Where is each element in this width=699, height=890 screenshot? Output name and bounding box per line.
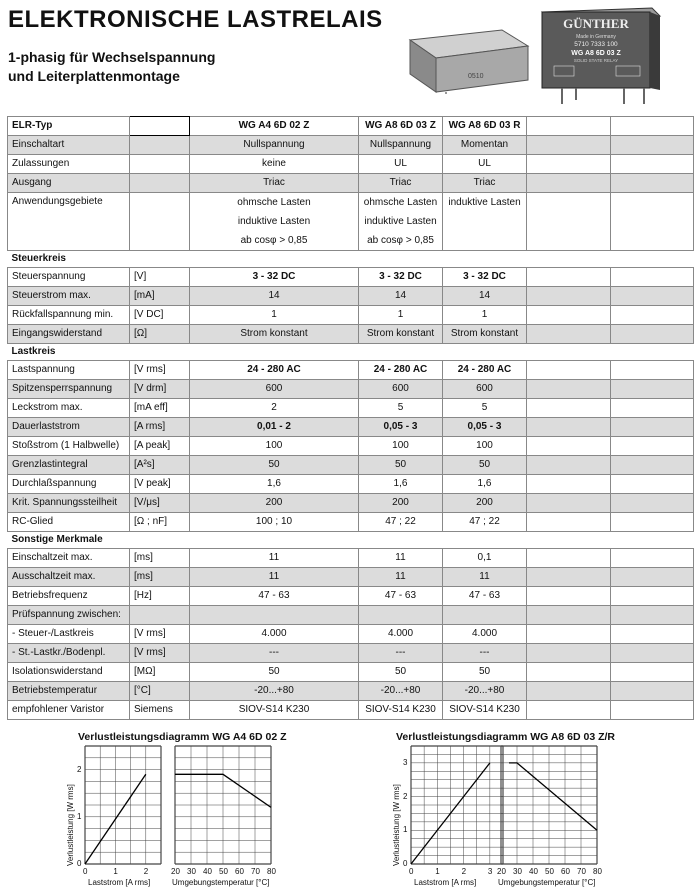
row-value-a8-z: Nullspannung: [359, 136, 443, 155]
row-spare: [527, 399, 611, 418]
x-tick-label: 2: [143, 867, 149, 876]
row-unit: [130, 174, 190, 193]
table-row: [8, 568, 694, 587]
row-value-a8-r: 3 - 32 DC: [443, 268, 527, 287]
row-label: Durchlaßspannung: [8, 475, 130, 494]
row-label: Betriebstemperatur: [8, 682, 130, 701]
row-value-a4: SIOV-S14 K230: [190, 701, 359, 720]
row-label: Anwendungsgebiete: [8, 193, 130, 251]
row-unit: [°C]: [130, 682, 190, 701]
relay-model: WG A8 6D 03 Z: [571, 50, 621, 57]
chart-left-xlabel-current: Laststrom [A rms]: [88, 878, 151, 887]
row-value-a8-r: [443, 606, 527, 625]
anwendung-value-a8-z: [359, 193, 443, 251]
row-value-a8-r: 200: [443, 494, 527, 513]
row-unit: [V rms]: [130, 644, 190, 663]
chart-right-xlabel-current: Laststrom [A rms]: [414, 878, 477, 887]
row-value-a8-r: 14: [443, 287, 527, 306]
row-label: - St.-Lastkr./Bodenpl.: [8, 644, 130, 663]
row-unit: [V peak]: [130, 475, 190, 494]
row-value-a8-z: 47 ; 22: [359, 513, 443, 532]
relay-number: 5710 7333 100: [574, 41, 618, 48]
row-value-a8-r: 50: [443, 663, 527, 682]
row-value-a8-r: Momentan: [443, 136, 527, 155]
table-row: [8, 325, 694, 344]
x-tick-label: 30: [513, 867, 522, 876]
subtitle-line-2: und Leiterplattenmontage: [8, 68, 180, 84]
row-unit: [130, 155, 190, 174]
row-spare: [611, 456, 694, 475]
row-value-a8-r: 1: [443, 306, 527, 325]
row-value-a4: 24 - 280 AC: [190, 361, 359, 380]
relay-sub: SOLID STATE RELAY: [573, 58, 619, 63]
row-label: Betriebsfrequenz: [8, 587, 130, 606]
anwendung-line: ab cosφ > 0,85: [240, 235, 308, 246]
row-spare: [611, 136, 694, 155]
row-value-a8-z: 5: [359, 399, 443, 418]
y-tick-label: 2: [77, 764, 82, 774]
header-model-a4: WG A4 6D 02 Z: [190, 117, 359, 136]
row-value-a8-r: 100: [443, 437, 527, 456]
table-row: [8, 494, 694, 513]
row-value-a8-z: 24 - 280 AC: [359, 361, 443, 380]
table-header-row: [8, 117, 694, 136]
table-row-anwendung: [8, 193, 694, 251]
x-tick-label: 70: [577, 867, 586, 876]
row-value-a8-r: 47 - 63: [443, 587, 527, 606]
x-tick-label: 2: [461, 867, 467, 876]
row-label: Krit. Spannungssteilheit: [8, 494, 130, 513]
row-label: Steuerstrom max.: [8, 287, 130, 306]
row-value-a8-z: ---: [359, 644, 443, 663]
x-tick-label: 40: [203, 867, 212, 876]
header-empty-box: [130, 117, 190, 136]
row-spare: [527, 644, 611, 663]
anwendung-line: ab cosφ > 0,85: [367, 235, 434, 246]
relay-photo-guenther: [540, 6, 662, 106]
row-label: Prüfspannung zwischen:: [8, 606, 130, 625]
row-value-a4: 14: [190, 287, 359, 306]
row-spare: [527, 155, 611, 174]
table-row: [8, 136, 694, 155]
row-value-a4: [190, 606, 359, 625]
row-value-a4: ---: [190, 644, 359, 663]
row-value-a8-r: 4.000: [443, 625, 527, 644]
row-spare: [611, 380, 694, 399]
row-value-a8-r: 1,6: [443, 475, 527, 494]
header-model-a8-r: WG A8 6D 03 R: [443, 117, 527, 136]
row-spare: [527, 494, 611, 513]
row-spare: [527, 174, 611, 193]
row-spare: [527, 625, 611, 644]
x-tick-label: 50: [545, 867, 554, 876]
row-spare: [611, 625, 694, 644]
row-spare: [611, 361, 694, 380]
x-tick-label: 3: [487, 867, 493, 876]
row-value-a8-r: 0,1: [443, 549, 527, 568]
row-label: - Steuer-/Lastkreis: [8, 625, 130, 644]
row-spare: [527, 325, 611, 344]
row-spare: [527, 418, 611, 437]
row-value-a4: Strom konstant: [190, 325, 359, 344]
table-row: [8, 306, 694, 325]
row-spare: [611, 174, 694, 193]
section-lastkreis: [8, 344, 694, 361]
table-row: [8, 682, 694, 701]
row-value-a8-r: 11: [443, 568, 527, 587]
y-tick-label: 1: [77, 811, 82, 821]
row-spare: [527, 663, 611, 682]
row-spare: [611, 549, 694, 568]
row-spare: [611, 513, 694, 532]
row-unit: [A peak]: [130, 437, 190, 456]
row-value-a4: Triac: [190, 174, 359, 193]
row-spare: [611, 475, 694, 494]
row-unit: [V rms]: [130, 361, 190, 380]
anwendung-line: induktive Lasten: [448, 197, 521, 208]
row-value-a8-z: Strom konstant: [359, 325, 443, 344]
section-steuerkreis: [8, 251, 694, 268]
row-unit: [V rms]: [130, 625, 190, 644]
row-value-a8-z: SIOV-S14 K230: [359, 701, 443, 720]
anwendung-line: induktive Lasten: [364, 216, 437, 227]
row-value-a8-r: -20...+80: [443, 682, 527, 701]
x-tick-label: 0: [83, 867, 88, 876]
row-value-a8-r: 47 ; 22: [443, 513, 527, 532]
relay-brand: GÜNTHER: [563, 16, 629, 31]
relay-photo-small: [406, 26, 532, 94]
table-row: [8, 361, 694, 380]
row-spare: [611, 268, 694, 287]
x-tick-label: 1: [113, 867, 118, 876]
section-title: Steuerkreis: [8, 251, 694, 268]
chart-right-xlabel-temp: Umgebungstemperatur [°C]: [498, 878, 596, 887]
x-tick-label: 1: [435, 867, 440, 876]
section-sonstige: [8, 532, 694, 549]
y-tick-label: 3: [403, 757, 408, 767]
row-value-a8-z: 11: [359, 549, 443, 568]
row-value-a8-z: 14: [359, 287, 443, 306]
table-row: [8, 456, 694, 475]
relay-small-label: 0510: [468, 73, 484, 80]
row-unit: [Ω]: [130, 325, 190, 344]
row-value-a8-r: Triac: [443, 174, 527, 193]
page-title: ELEKTRONISCHE LASTRELAIS: [8, 6, 383, 33]
row-label: Grenzlastintegral: [8, 456, 130, 475]
row-value-a4: 600: [190, 380, 359, 399]
row-label: Zulassungen: [8, 155, 130, 174]
row-value-a4: 11: [190, 549, 359, 568]
row-spare: [611, 587, 694, 606]
row-spare: [611, 644, 694, 663]
row-label: empfohlener Varistor: [8, 701, 130, 720]
row-label: Eingangswiderstand: [8, 325, 130, 344]
row-spare: [527, 287, 611, 306]
row-label: Rückfallspannung min.: [8, 306, 130, 325]
row-spare: [527, 475, 611, 494]
row-unit: [V/μs]: [130, 494, 190, 513]
row-value-a8-z: 47 - 63: [359, 587, 443, 606]
row-value-a8-r: UL: [443, 155, 527, 174]
row-label: Leckstrom max.: [8, 399, 130, 418]
row-value-a8-z: 1: [359, 306, 443, 325]
anwendung-line: ohmsche Lasten: [363, 197, 438, 208]
row-value-a4: 3 - 32 DC: [190, 268, 359, 287]
row-unit: [MΩ]: [130, 663, 190, 682]
row-label: Isolationswiderstand: [8, 663, 130, 682]
row-spare: [611, 437, 694, 456]
chart-left-ylabel: Verlustleistung [W rms]: [66, 784, 75, 866]
header-model-a8-z: WG A8 6D 03 Z: [359, 117, 443, 136]
row-value-a8-r: 50: [443, 456, 527, 475]
row-value-a4: 0,01 - 2: [190, 418, 359, 437]
row-spare: [527, 682, 611, 701]
anwendung-value-a8-r: [443, 193, 527, 251]
table-row: [8, 155, 694, 174]
row-label: Lastspannung: [8, 361, 130, 380]
row-spare: [527, 701, 611, 720]
table-row: [8, 475, 694, 494]
row-unit: [130, 136, 190, 155]
row-value-a4: 4.000: [190, 625, 359, 644]
row-value-a8-z: 50: [359, 456, 443, 475]
row-value-a4: 1,6: [190, 475, 359, 494]
anwendung-value-a4: [190, 193, 359, 251]
table-row: [8, 268, 694, 287]
row-value-a8-z: 11: [359, 568, 443, 587]
anwendung-line: induktive Lasten: [237, 216, 311, 227]
row-unit: [V DC]: [130, 306, 190, 325]
chart-right-ylabel: Verlustleistung [W rms]: [392, 784, 401, 866]
table-row: [8, 606, 694, 625]
x-tick-label: 20: [497, 867, 506, 876]
row-label: Einschaltzeit max.: [8, 549, 130, 568]
row-label: Steuerspannung: [8, 268, 130, 287]
row-unit: [A rms]: [130, 418, 190, 437]
spec-table: [7, 116, 694, 720]
x-tick-label: 60: [235, 867, 244, 876]
x-tick-label: 80: [267, 867, 276, 876]
header-elr-typ: ELR-Typ: [8, 117, 130, 136]
row-value-a8-r: SIOV-S14 K230: [443, 701, 527, 720]
table-row: [8, 437, 694, 456]
row-value-a8-r: ---: [443, 644, 527, 663]
row-unit: [mA]: [130, 287, 190, 306]
row-value-a4: Nullspannung: [190, 136, 359, 155]
row-value-a8-r: 0,05 - 3: [443, 418, 527, 437]
row-unit: [130, 606, 190, 625]
x-tick-label: 20: [171, 867, 180, 876]
row-value-a4: 47 - 63: [190, 587, 359, 606]
row-spare: [527, 268, 611, 287]
row-value-a8-r: 5: [443, 399, 527, 418]
row-unit: [A²s]: [130, 456, 190, 475]
y-tick-label: 0: [403, 859, 408, 868]
row-value-a4: 100 ; 10: [190, 513, 359, 532]
x-tick-label: 70: [251, 867, 260, 876]
section-title: Sonstige Merkmale: [8, 532, 694, 549]
table-row: [8, 287, 694, 306]
row-unit: [V]: [130, 268, 190, 287]
row-label: Ausgang: [8, 174, 130, 193]
row-spare: [527, 456, 611, 475]
anwendung-line: ohmsche Lasten: [237, 197, 311, 208]
row-spare: [527, 361, 611, 380]
y-tick-label: 1: [403, 825, 408, 835]
row-spare: [527, 306, 611, 325]
row-label: Einschaltart: [8, 136, 130, 155]
chart-title-left: Verlustleistungsdiagramm WG A4 6D 02 Z: [78, 731, 287, 743]
chart-right-temp-panel: [500, 745, 598, 865]
row-value-a8-z: 3 - 32 DC: [359, 268, 443, 287]
row-spare: [611, 606, 694, 625]
chart-right-current-panel: [410, 745, 504, 865]
row-value-a8-z: 1,6: [359, 475, 443, 494]
row-value-a8-z: UL: [359, 155, 443, 174]
row-value-a4: 11: [190, 568, 359, 587]
row-value-a8-r: Strom konstant: [443, 325, 527, 344]
row-value-a4: 2: [190, 399, 359, 418]
x-tick-label: 30: [187, 867, 196, 876]
row-value-a4: 200: [190, 494, 359, 513]
row-unit: [ms]: [130, 549, 190, 568]
section-title: Lastkreis: [8, 344, 694, 361]
row-value-a4: 50: [190, 663, 359, 682]
row-spare: [527, 549, 611, 568]
y-tick-label: 2: [403, 791, 408, 801]
row-value-a8-z: 50: [359, 663, 443, 682]
table-row: [8, 380, 694, 399]
relay-made: Made in Germany: [576, 34, 616, 40]
table-row: [8, 174, 694, 193]
row-value-a4: -20...+80: [190, 682, 359, 701]
row-spare: [611, 325, 694, 344]
row-unit: [ms]: [130, 568, 190, 587]
table-row: [8, 587, 694, 606]
row-label: Ausschaltzeit max.: [8, 568, 130, 587]
subtitle-line-1: 1-phasig für Wechselspannung: [8, 49, 216, 65]
row-spare: [527, 568, 611, 587]
row-label: RC-Glied: [8, 513, 130, 532]
chart-left-temp-panel: [174, 745, 272, 865]
row-value-a8-z: 4.000: [359, 625, 443, 644]
row-value-a8-z: [359, 606, 443, 625]
row-spare: [611, 494, 694, 513]
chart-left-current-panel: [84, 745, 162, 865]
row-spare: [611, 306, 694, 325]
table-row: [8, 663, 694, 682]
row-spare: [527, 437, 611, 456]
row-value-a8-z: -20...+80: [359, 682, 443, 701]
row-value-a4: 100: [190, 437, 359, 456]
row-value-a4: 1: [190, 306, 359, 325]
table-row: [8, 644, 694, 663]
row-spare: [611, 399, 694, 418]
row-spare: [611, 701, 694, 720]
row-value-a4: keine: [190, 155, 359, 174]
row-label: Spitzensperrspannung: [8, 380, 130, 399]
table-row: [8, 418, 694, 437]
chart-left-xlabel-temp: Umgebungstemperatur [°C]: [172, 878, 270, 887]
row-value-a8-r: 24 - 280 AC: [443, 361, 527, 380]
x-tick-label: 60: [561, 867, 570, 876]
table-row: [8, 513, 694, 532]
row-unit: [Ω ; nF]: [130, 513, 190, 532]
row-label: Stoßstrom (1 Halbwelle): [8, 437, 130, 456]
row-unit: [Hz]: [130, 587, 190, 606]
row-spare: [611, 663, 694, 682]
row-spare: [611, 287, 694, 306]
row-value-a8-z: 0,05 - 3: [359, 418, 443, 437]
table-row: [8, 399, 694, 418]
table-row: [8, 549, 694, 568]
x-tick-label: 0: [409, 867, 414, 876]
row-value-a8-r: 600: [443, 380, 527, 399]
row-value-a8-z: 200: [359, 494, 443, 513]
chart-title-right: Verlustleistungsdiagramm WG A8 6D 03 Z/R: [396, 731, 616, 743]
row-spare: [611, 682, 694, 701]
row-label: Dauerlaststrom: [8, 418, 130, 437]
row-spare: [527, 380, 611, 399]
row-spare: [527, 587, 611, 606]
table-row: [8, 625, 694, 644]
row-spare: [527, 513, 611, 532]
row-value-a8-z: Triac: [359, 174, 443, 193]
row-spare: [611, 155, 694, 174]
row-spare: [611, 568, 694, 587]
x-tick-label: 80: [593, 867, 602, 876]
y-tick-label: 0: [77, 859, 82, 868]
row-spare: [527, 136, 611, 155]
row-value-a8-z: 100: [359, 437, 443, 456]
row-unit: [mA eff]: [130, 399, 190, 418]
row-value-a8-z: 600: [359, 380, 443, 399]
row-unit: [V drm]: [130, 380, 190, 399]
table-row: [8, 701, 694, 720]
page-subtitle: [8, 48, 215, 86]
row-spare: [527, 606, 611, 625]
row-spare: [611, 418, 694, 437]
row-unit: Siemens: [130, 701, 190, 720]
x-tick-label: 50: [219, 867, 228, 876]
row-value-a4: 50: [190, 456, 359, 475]
x-tick-label: 40: [529, 867, 538, 876]
